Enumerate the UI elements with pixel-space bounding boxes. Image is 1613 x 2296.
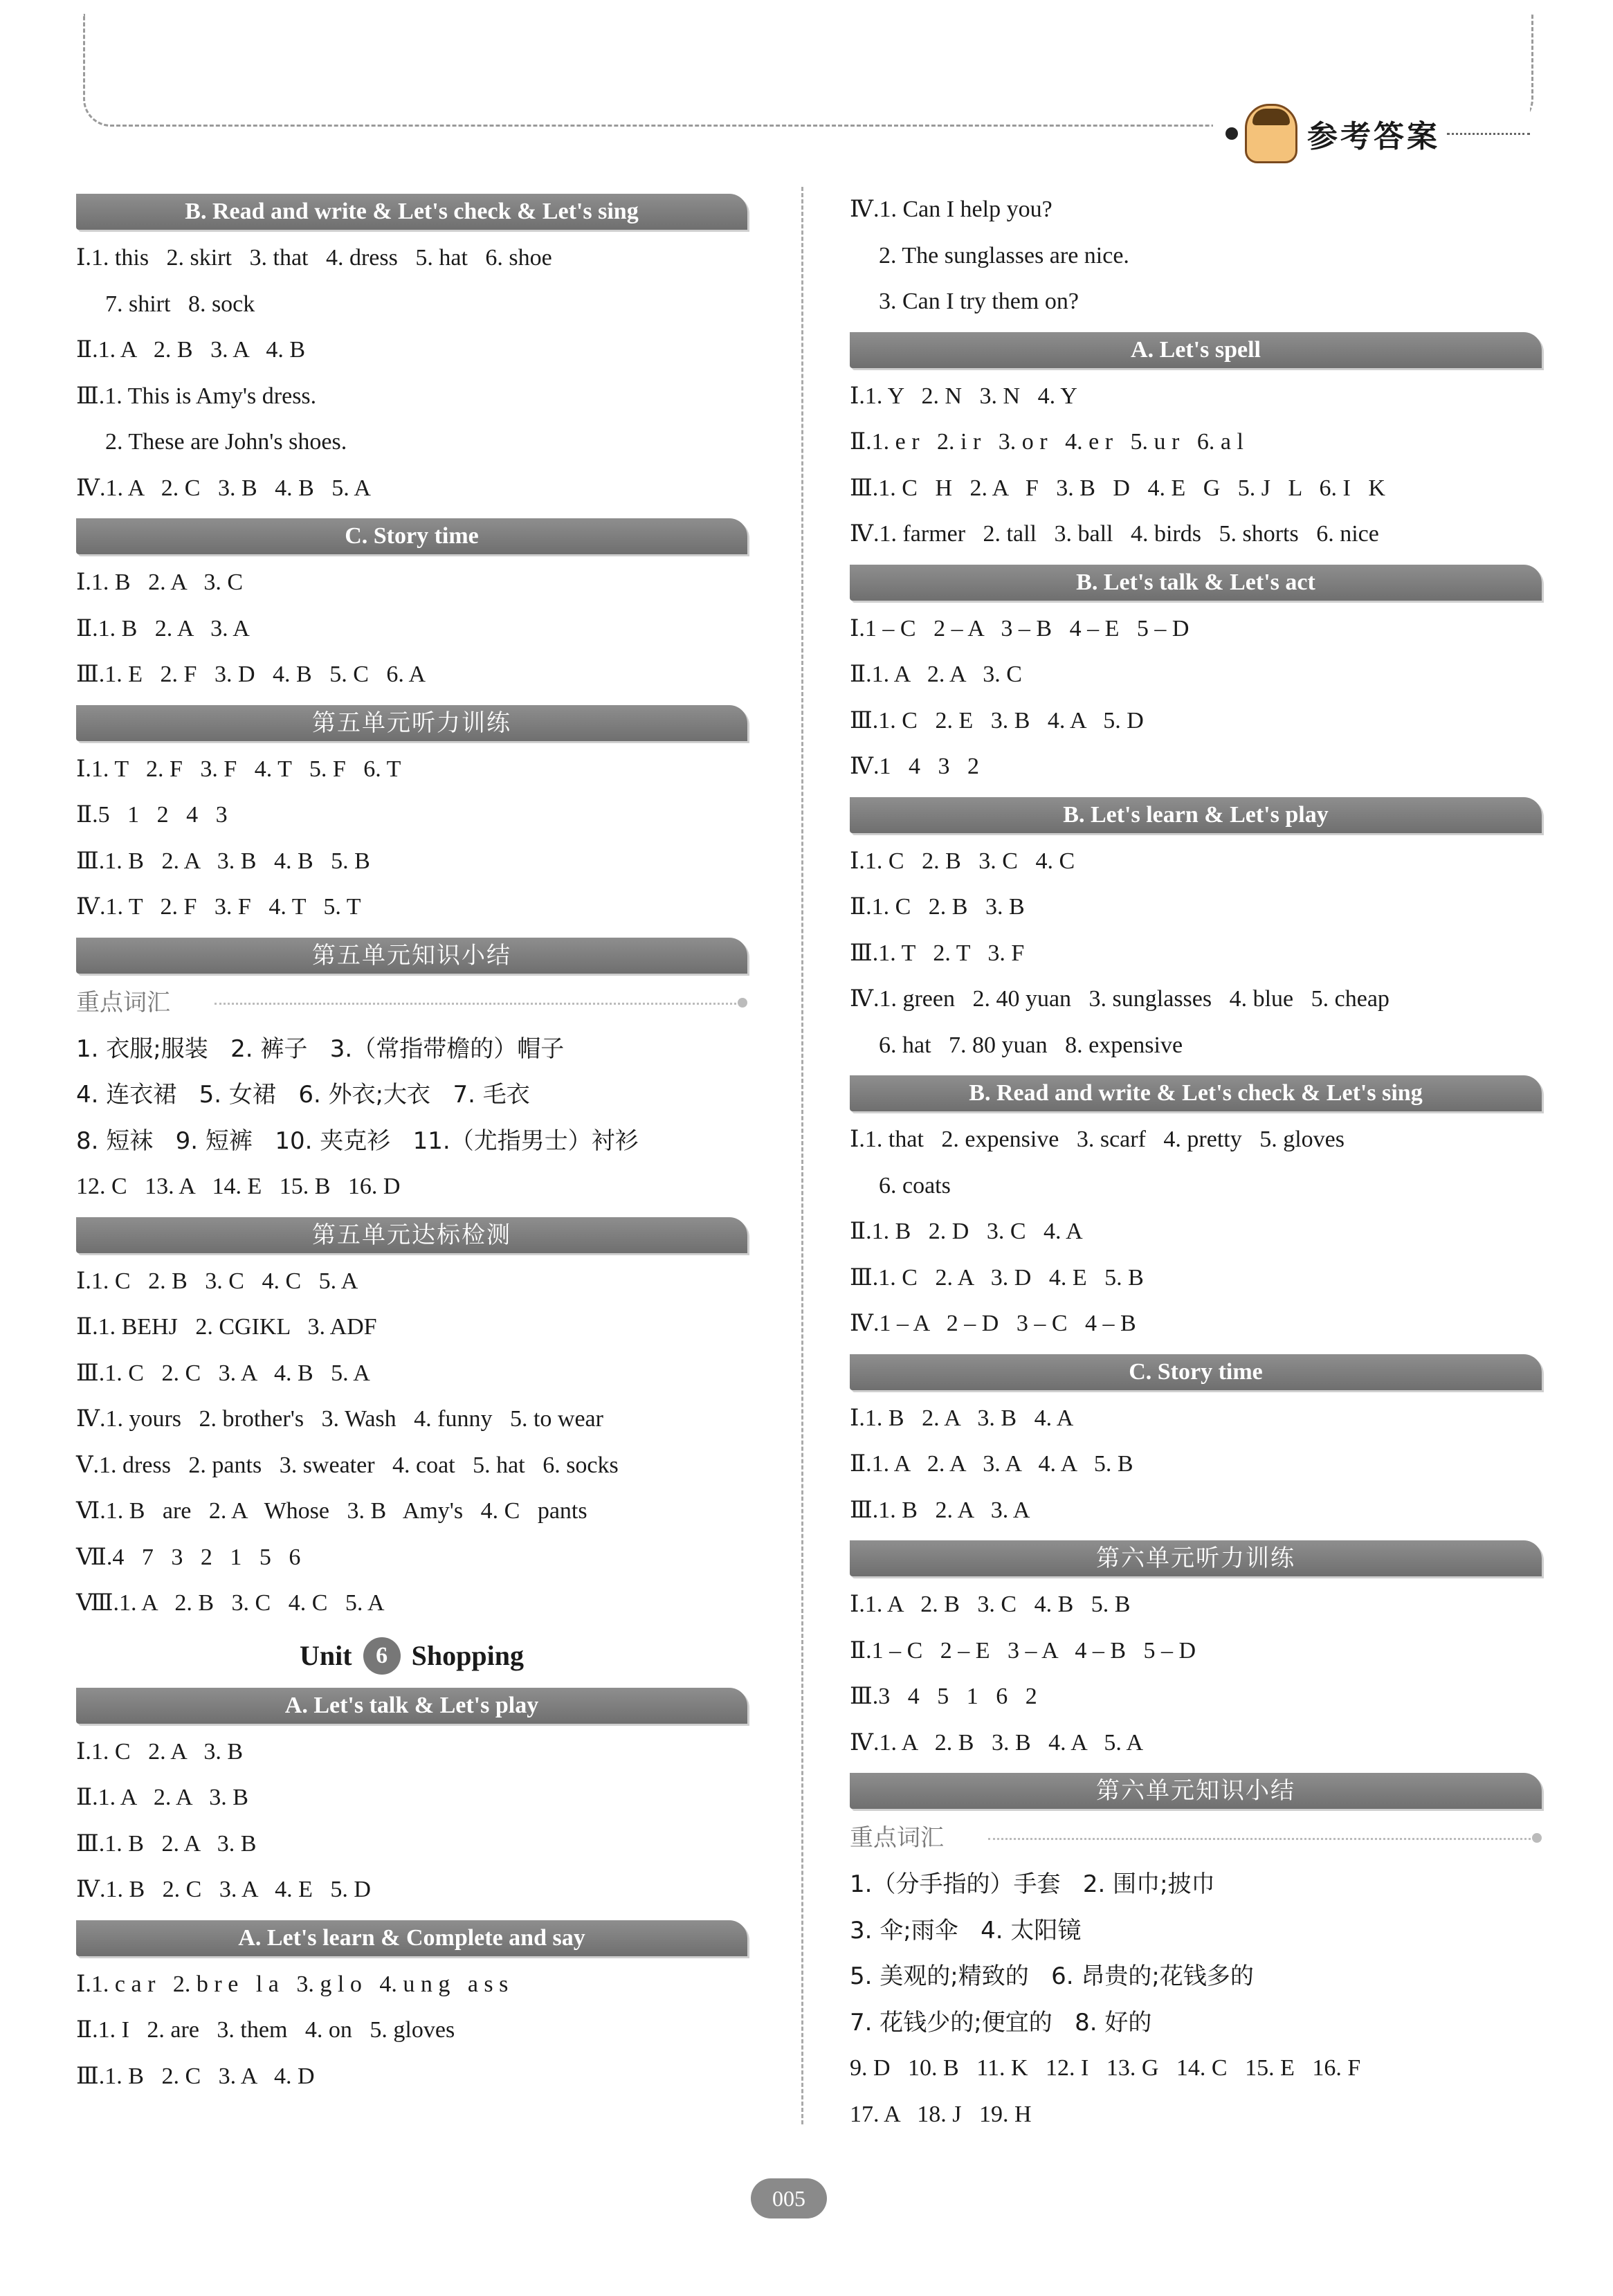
answer-row: Ⅳ.1. Can I help you? [850,197,1052,222]
answer-row: Ⅵ.1. B are 2. A Whose 3. B Amy's 4. C pants [76,1498,587,1524]
section-header: B. Read and write & Let's check & Let's sing [850,1075,1542,1111]
answer-row: Ⅱ.1. I 2. are 3. them 4. on 5. gloves [76,2017,455,2043]
answer-row: 7. 花钱少的;便宜的 8. 好的 [850,2008,1152,2037]
answer-row: 1.（分手指的）手套 2. 围巾;披巾 [850,1870,1215,1898]
answer-row: 5. 美观的;精致的 6. 昂贵的;花钱多的 [850,1962,1254,1990]
answer-row: 4. 连衣裙 5. 女裙 6. 外衣;大衣 7. 毛衣 [76,1081,530,1109]
answer-row: 2. These are John's shoes. [105,429,347,455]
answer-row: 1. 衣服;服装 2. 裤子 3.（常指带檐的）帽子 [76,1035,565,1063]
section-header: 第五单元听力训练 [76,705,747,741]
answer-row: Ⅳ.1. A 2. C 3. B 4. B 5. A [76,475,371,501]
answer-row: 12. C 13. A 14. E 15. B 16. D [76,1174,401,1199]
section-header: C. Story time [76,518,747,554]
answer-row: Ⅱ.1. A 2. A 3. C [850,662,1022,687]
answer-row: Ⅲ.1. T 2. T 3. F [850,940,1025,966]
answer-row: 6. coats [879,1172,951,1199]
answer-row: 17. A 18. J 19. H [850,2101,1032,2127]
section-header: 第六单元听力训练 [850,1540,1542,1576]
answer-row: Ⅰ.1. B 2. A 3. B 4. A [850,1405,1074,1431]
answer-row: Ⅰ.1 – C 2 – A 3 – B 4 – E 5 – D [850,615,1190,641]
answer-row: Ⅰ.1. B 2. A 3. C [76,570,244,595]
section-header: 第五单元知识小结 [76,938,747,974]
answer-row: Ⅳ.1. B 2. C 3. A 4. E 5. D [76,1877,371,1902]
answer-row: Ⅰ.1. C 2. A 3. B [76,1738,244,1765]
subsection-label [850,1814,1542,1861]
unit-word: Unit [300,1640,352,1671]
answer-row: Ⅰ.1. C 2. B 3. C 4. C [850,848,1075,874]
section-header: B. Let's talk & Let's act [850,565,1542,601]
answer-row: Ⅱ.1. B 2. A 3. A [76,615,250,641]
answer-row: 8. 短袜 9. 短裤 10. 夹克衫 11.（尤指男士）衬衫 [76,1127,639,1155]
dot-icon [738,998,747,1008]
answer-row: Ⅱ.1. C 2. B 3. B [850,894,1025,920]
answer-row: Ⅱ.1. A 2. A 3. A 4. A 5. B [850,1451,1133,1477]
answer-row: 6. hat 7. 80 yuan 8. expensive [879,1032,1183,1058]
answer-row: Ⅳ.1. A 2. B 3. B 4. A 5. A [850,1729,1144,1756]
header-title: 参考答案 [1307,119,1440,154]
student-mascot-icon [1245,104,1297,163]
answer-row: Ⅴ.1. dress 2. pants 3. sweater 4. coat 5. hat 6. socks [76,1452,619,1478]
answer-row: Ⅰ.1. A 2. B 3. C 4. B 5. B [850,1592,1131,1617]
answer-row: 2. The sunglasses are nice. [879,242,1129,268]
answer-row: Ⅳ.1 – A 2 – D 3 – C 4 – B [850,1311,1136,1336]
section-header: 第六单元知识小结 [850,1773,1542,1809]
answer-row: Ⅱ.5 1 2 4 3 [76,802,228,828]
answer-row: Ⅲ.1. B 2. A 3. B 4. B 5. B [76,848,370,874]
answer-row: Ⅲ.1. B 2. C 3. A 4. D [76,2063,315,2089]
answer-row: Ⅲ.1. E 2. F 3. D 4. B 5. C 6. A [76,662,426,687]
answer-row: Ⅲ.1. C 2. A 3. D 4. E 5. B [850,1264,1144,1291]
answer-row: Ⅰ.1. this 2. skirt 3. that 4. dress 5. hat 6. shoe [76,245,552,271]
section-header: C. Story time [850,1354,1542,1390]
answer-row: 9. D 10. B 11. K 12. I 13. G 14. C 15. E 16. F [850,2055,1361,2081]
unit-name: Shopping [411,1640,524,1671]
section-header: A. Let's talk & Let's play [76,1688,747,1724]
page-header [1213,104,1530,163]
answer-row: Ⅱ.1. BEHJ 2. CGIKL 3. ADF [76,1314,377,1340]
subsection-label [76,979,747,1026]
answer-row: Ⅲ.1. C 2. C 3. A 4. B 5. A [76,1360,370,1386]
left-column [76,187,747,2099]
answer-row: Ⅲ.1. B 2. A 3. A [850,1497,1030,1523]
header-dotted-line [1447,133,1530,135]
answer-row: 7. shirt 8. sock [105,291,255,317]
answer-row: Ⅰ.1. Y 2. N 3. N 4. Y [850,383,1077,409]
answer-row: Ⅲ.1. C 2. E 3. B 4. A 5. D [850,707,1144,734]
answer-row: Ⅱ.1. e r 2. i r 3. o r 4. e r 5. u r 6. a l [850,429,1243,455]
answer-row: Ⅰ.1. c a r 2. b r e l a 3. g l o 4. u n g a s s [76,1971,509,1997]
answer-row: Ⅲ.1. B 2. A 3. B [76,1830,257,1857]
column-divider [801,187,803,2124]
answer-row: 3. Can I try them on? [879,289,1079,314]
unit-number-badge: 6 [363,1637,401,1675]
answer-row: Ⅰ.1. T 2. F 3. F 4. T 5. F 6. T [76,756,401,782]
subsection-text: 重点词汇 [850,1824,944,1852]
answer-row: Ⅲ.3 4 5 1 6 2 [850,1684,1037,1709]
unit-title [76,1631,747,1681]
dot-icon [1532,1833,1542,1843]
answer-row: Ⅱ.1. B 2. D 3. C 4. A [850,1219,1083,1244]
page-number: 005 [751,2178,827,2218]
answer-row: Ⅱ.1. A 2. A 3. B [76,1785,248,1810]
answer-row: Ⅲ.1. C H 2. A F 3. B D 4. E G 5. J L 6. I K [850,475,1385,501]
answer-row: Ⅳ.1. yours 2. brother's 3. Wash 4. funny 5. to wear [76,1406,603,1432]
answer-row: Ⅳ.1. green 2. 40 yuan 3. sunglasses 4. blue 5. cheap [850,986,1389,1012]
answer-row: Ⅱ.1 – C 2 – E 3 – A 4 – B 5 – D [850,1637,1196,1664]
right-column [850,187,1542,2138]
section-header: A. Let's spell [850,332,1542,368]
bullet-dot-icon [1225,127,1238,140]
subsection-text: 重点词汇 [76,988,170,1017]
answer-row: Ⅰ.1. that 2. expensive 3. scarf 4. pretty 5. gloves [850,1127,1345,1152]
answer-row: Ⅳ.1. T 2. F 3. F 4. T 5. T [76,894,361,920]
section-header: B. Let's learn & Let's play [850,797,1542,833]
answer-row: 3. 伞;雨伞 4. 太阳镜 [850,1916,1082,1944]
section-header: 第五单元达标检测 [76,1217,747,1253]
answer-row: Ⅰ.1. C 2. B 3. C 4. C 5. A [76,1268,358,1294]
answer-row: Ⅶ.4 7 3 2 1 5 6 [76,1544,301,1570]
section-header: B. Read and write & Let's check & Let's sing [76,194,747,230]
answer-row: Ⅷ.1. A 2. B 3. C 4. C 5. A [76,1590,385,1616]
answer-row: Ⅲ.1. This is Amy's dress. [76,383,317,409]
section-header: A. Let's learn & Complete and say [76,1920,747,1956]
answer-row: Ⅱ.1. A 2. B 3. A 4. B [76,337,306,363]
answer-row: Ⅳ.1 4 3 2 [850,754,979,779]
answer-row: Ⅳ.1. farmer 2. tall 3. ball 4. birds 5. shorts 6. nice [850,521,1379,547]
